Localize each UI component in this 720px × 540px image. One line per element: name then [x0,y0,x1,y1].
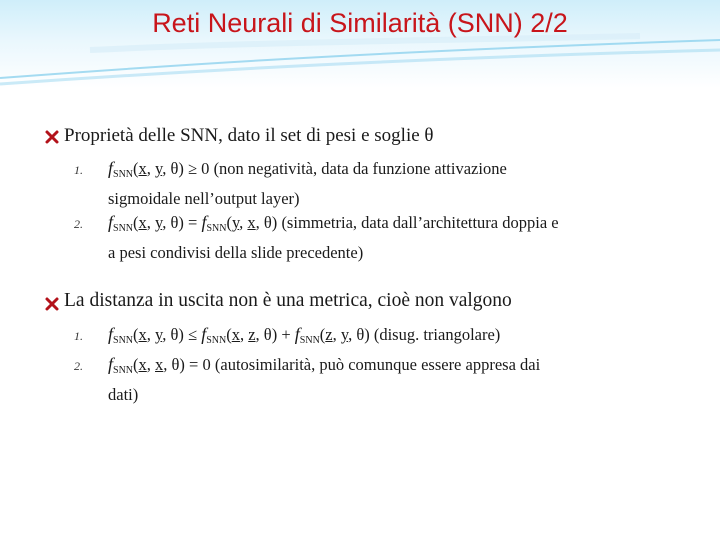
formula-sub: SNN [113,335,134,346]
item-number: 2. [74,359,83,373]
formula-part: ( [319,325,326,344]
formula-var: x [155,355,164,374]
formula-var: y [155,159,163,178]
x-mark-icon [44,296,60,312]
formula-var: z [248,325,256,344]
formula-var: x [247,213,256,232]
formula-part: , θ) ≥ 0 [162,159,210,178]
item-text-line2: dati) [108,385,139,404]
bullet-text: La distanza in uscita non è una metrica, cioè non valgono [64,290,512,311]
formula-var: x [138,355,147,374]
formula-f: f [108,158,114,178]
formula-var: x [231,325,240,344]
formula-part: , [146,325,156,344]
formula-f: f [201,212,207,232]
formula-part: ( [226,213,232,232]
formula-f: f [108,324,114,344]
formula-sub: SNN [299,335,320,346]
formula-var: y [155,213,163,232]
formula-part: , [146,355,156,374]
slide-title: Reti Neurali di Similarità (SNN) 2/2 [152,8,568,38]
formula-part: ( [133,159,139,178]
item-text: (disug. triangolare) [369,325,501,344]
formula-f: f [108,212,114,232]
formula-part: , θ) = 0 [163,355,211,374]
item-text: (non negatività, data da funzione attivazione [209,159,507,178]
formula-part: ( [133,213,139,232]
formula-var: z [325,325,333,344]
formula-part: , θ) + [255,325,295,344]
formula-var: x [138,213,147,232]
formula-part: , θ) [255,213,278,232]
formula-part: ( [226,325,232,344]
formula-var: y [231,213,240,232]
formula-f: f [294,324,300,344]
formula-var: y [340,325,349,344]
formula-part: , [332,325,341,344]
bullet-text: Proprietà delle SNN, dato il set di pesi e soglie θ [64,125,434,146]
formula-part: , [146,213,156,232]
formula-sub: SNN [113,169,134,180]
item-number: 1. [74,163,83,177]
item-text-line2: sigmoidale nell’output layer) [108,189,300,208]
formula-part: , [239,213,248,232]
formula-var: x [138,159,147,178]
formula-part: ( [133,325,139,344]
formula-part: , [239,325,249,344]
formula-part: , θ) = [162,213,202,232]
formula-sub: SNN [206,223,227,234]
formula-f: f [201,324,207,344]
x-mark-icon [44,129,60,145]
formula-sub: SNN [113,223,134,234]
item-text-line2: a pesi condivisi della slide precedente) [108,243,364,262]
item-number: 2. [74,217,83,231]
formula-part: ( [133,355,139,374]
formula-part: , θ) ≤ [162,325,202,344]
formula-part: , [146,159,156,178]
formula-var: y [155,325,163,344]
item-text: (simmetria, data dall’architettura doppia e [277,213,559,232]
item-text: (autosimilarità, può comunque essere appresa dai [210,355,541,374]
formula-part: , θ) [348,325,370,344]
formula-f: f [108,354,114,374]
formula-sub: SNN [206,335,227,346]
formula-sub: SNN [113,365,134,376]
item-number: 1. [74,329,83,343]
formula-var: x [138,325,147,344]
